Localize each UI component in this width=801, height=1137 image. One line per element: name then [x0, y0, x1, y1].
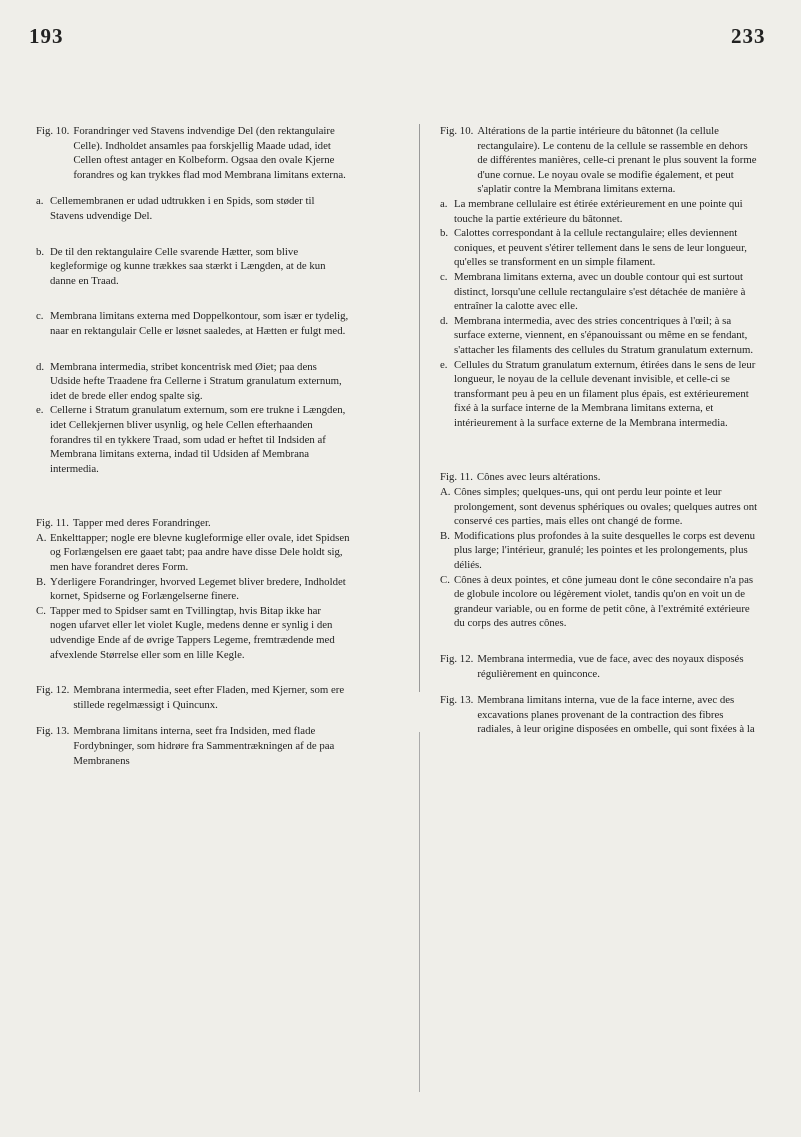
item-text: Membrana limitans externa, avec un double contour qui est surtout distinct, lorsqu'une cellule rectangulaire s'est détachée de manière à entraîner la calotte avec elle.: [454, 270, 746, 313]
item-text: Cellemembranen er udad udtrukken i en Spids, som støder til Stavens udvendige Del.: [50, 195, 315, 222]
caption-item-a: [440, 197, 758, 226]
page-number-right: 233: [731, 24, 766, 48]
item-label: e.: [440, 358, 448, 371]
item-text: La membrane cellulaire est étirée extérieurement en une pointe qui touche la partie extérieure du bâtonnet.: [454, 197, 743, 225]
item-label: B.: [440, 529, 450, 542]
item-text: Yderligere Forandringer, hvorved Legemet bliver bredere, Indholdet kornet, Spidserne og Forlængelserne finere.: [50, 575, 346, 603]
item-label: A.: [36, 531, 47, 544]
caption-item-c: [36, 309, 350, 338]
item-label: A.: [440, 486, 451, 499]
caption-label: Fig. 10.: [36, 125, 70, 137]
page-number-left: 193: [29, 24, 64, 48]
item-text: Modifications plus profondes à la suite desquelles le corps est devenu plus large; l'intérieur, granulé; les pointes et les prolongements, plus déliés.: [454, 529, 756, 572]
item-text: Cônes simples; quelques-uns, qui ont perdu leur pointe et leur prolongement, sont devenus sphériques ou ovales; quelques autres ont conservé ces parties, mais elles ont changé de forme.: [454, 486, 758, 528]
caption-label: Fig. 10.: [440, 125, 474, 137]
caption-item-B: [36, 575, 350, 604]
caption-label: Fig. 11.: [440, 471, 473, 484]
caption-label: Fig. 12.: [36, 684, 70, 697]
caption-item-A: [440, 485, 758, 529]
caption-fig-11: [440, 470, 758, 485]
item-text: Cellerne i Stratum granulatum externum, som ere trukne i Længden, idet Cellekjernen bliver usynlig, og hele Cellen efterhaanden forandres til en tykkere Traad, som udad er heftet til Indsiden af Membrana limitans externa, indad til Udsiden af Membrana intermedia.: [50, 404, 346, 475]
caption-item-b: [36, 245, 350, 289]
caption-item-d: [36, 360, 350, 404]
caption-label: Fig. 12.: [440, 653, 474, 665]
caption-item-c: [440, 270, 758, 314]
caption-item-b: [440, 226, 758, 270]
caption-label: Fig. 13.: [440, 694, 474, 707]
item-label: c.: [440, 270, 448, 283]
caption-item-d: [440, 314, 758, 358]
caption-fig-13: [36, 724, 350, 768]
left-column: [36, 124, 350, 768]
caption-text: Tapper med deres Forandringer.: [72, 517, 211, 530]
caption-fig-10: [440, 124, 758, 197]
item-text: Cellules du Stratum granulatum externum, étirées dans le sens de leur longueur, le noyau de la cellule devenant invisible, et celle-ci se transformant peu à peu en un filament plus épais, est extérieurement fixé à la surface interne de la Membrana limitans externa, et intérieurement à la surface externe de la Membrana intermedia.: [454, 358, 756, 429]
item-label: C.: [440, 573, 450, 586]
item-label: B.: [36, 575, 46, 588]
caption-label: Fig. 13.: [36, 725, 70, 738]
caption-item-C: [440, 573, 758, 631]
column-divider-lower: [419, 732, 420, 1092]
caption-fig-10: [36, 124, 350, 182]
item-label: a.: [36, 195, 44, 208]
item-text: Membrana limitans externa med Doppelkontour, som især er tydelig, naar en rektangulair Celle er løsnet saaledes, at Hætten er fulgt med.: [50, 310, 349, 337]
item-text: Tapper med to Spidser samt en Tvillingtap, hvis Bitap ikke har nogen ufarvet eller let violet Kugle, medens denne er synlig i den udvendige Ende af de øvrige Tappers Legeme, fremtrædende med afvexlende Størrelse eller som en lille Kegle.: [50, 604, 335, 661]
item-label: b.: [440, 227, 449, 240]
caption-fig-13: [440, 693, 758, 737]
caption-item-e: [440, 358, 758, 431]
caption-item-A: [36, 531, 350, 575]
caption-text: Altérations de la partie intérieure du bâtonnet (la cellule rectangulaire). Le contenu de la cellule se rassemble en dehors de différentes manières, celle-ci prenant le plus souvent la forme d'une cornue. Le noyau ovale se modifie également, et peut s'aplatir contre la Membrana limitans externa.: [477, 125, 757, 196]
caption-text: Membrana intermedia, vue de face, avec des noyaux disposés régulièrement en quinconce.: [477, 653, 744, 680]
item-text: De til den rektangulaire Celle svarende Hætter, som blive kegleformige og kunne trækkes saa stærkt i Længden, at de kun danne en Traad.: [50, 245, 326, 287]
item-label: e.: [36, 404, 44, 417]
caption-label: Fig. 11.: [36, 517, 69, 530]
caption-fig-12: [36, 683, 350, 712]
caption-fig-12: [440, 652, 758, 681]
caption-text: Membrana limitans interna, seet fra Indsiden, med flade Fordybninger, som hidrøre fra Sammentrækningen af de paa Membranens: [73, 725, 335, 767]
caption-text: Membrana limitans interna, vue de la face interne, avec des excavations planes provenant de la contraction des fibres radiales, à leur origine disposées en ombelle, qui sont fixées à la: [477, 694, 755, 736]
item-label: d.: [440, 314, 449, 327]
caption-item-C: [36, 604, 350, 662]
item-label: C.: [36, 604, 46, 617]
caption-fig-11: [36, 516, 350, 531]
item-text: Membrana intermedia, avec des stries concentriques à l'œil; à sa surface externe, viennent, en s'épanouissant ou même en se fendant, s'attacher les filaments des cellules du Stratum granulatum externum.: [454, 314, 754, 356]
item-label: b.: [36, 245, 45, 258]
item-text: Cônes à deux pointes, et cône jumeau dont le cône secondaire n'a pas de globule incolore ou légèrement violet, tandis qu'on en voit un de grandeur variable, ou en forme de petit cône, à l'extrémité extérieure du corps des autres cônes.: [454, 573, 754, 630]
item-label: c.: [36, 310, 44, 323]
caption-item-a: [36, 194, 350, 223]
item-text: Membrana intermedia, stribet koncentrisk med Øiet; paa dens Udside hefte Traadene fra Cellerne i Stratum granulatum externum, idet de brede eller endog spalte sig.: [50, 360, 342, 402]
caption-text: Forandringer ved Stavens indvendige Del (den rektangulaire Celle). Indholdet ansamles paa forskjellig Maade udad, idet Cellen oftest antager en Kolbeform. Ogsaa den ovale Kjerne forandres og kan trykkes flad mod Membrana limitans externa.: [73, 125, 346, 181]
caption-item-B: [440, 529, 758, 573]
caption-item-e: [36, 403, 350, 476]
right-column: [440, 124, 758, 737]
item-text: Enkelttapper; nogle ere blevne kugleformige eller ovale, idet Spidsen og Forlængelsen ere gaaet tabt; paa andre have disse Dele holdt sig, men have forandret deres Form.: [50, 531, 350, 574]
item-label: d.: [36, 360, 45, 373]
item-label: a.: [440, 197, 448, 210]
column-divider: [419, 124, 420, 692]
caption-text: Cônes avec leurs altérations.: [476, 471, 601, 484]
caption-text: Membrana intermedia, seet efter Fladen, med Kjerner, som ere stillede regelmæssigt i Quincunx.: [73, 684, 345, 711]
item-text: Calottes correspondant à la cellule rectangulaire; elles deviennent coniques, et peuvent s'étirer tellement dans le sens de leur longueur, qu'elles se transforment en un simple filament.: [454, 227, 747, 269]
